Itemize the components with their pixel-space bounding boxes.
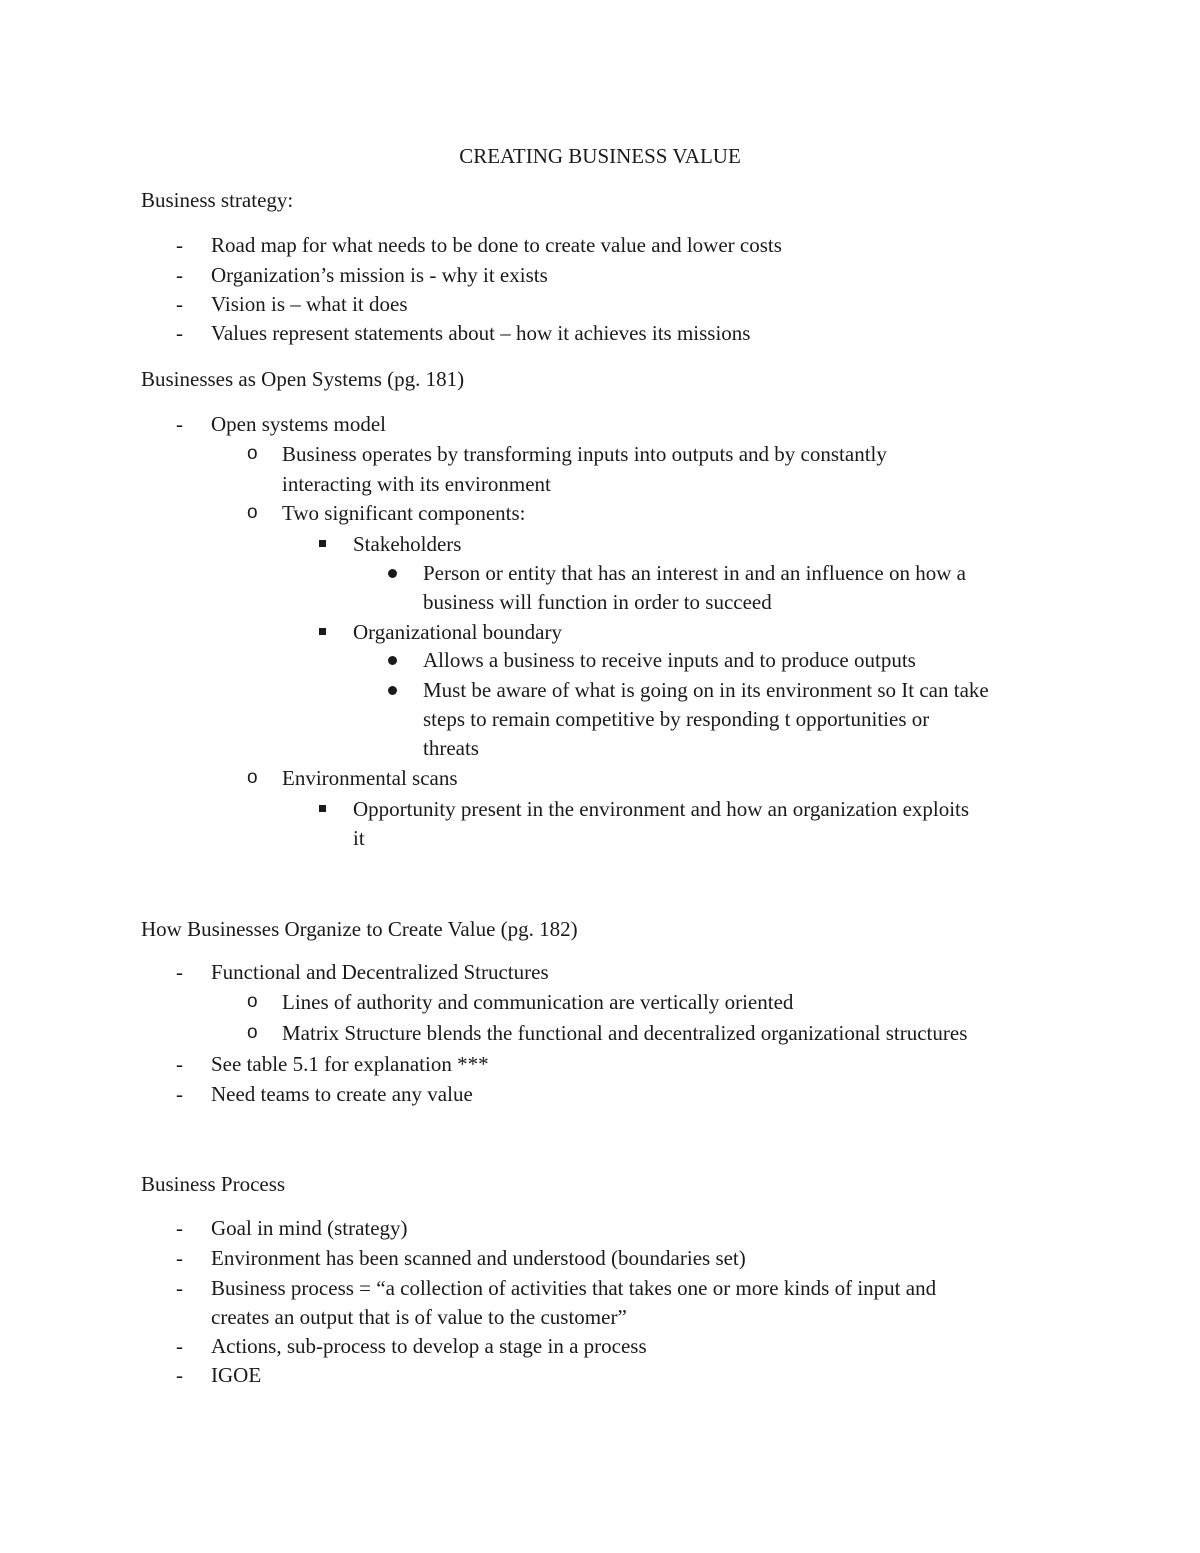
- round-bullet: [388, 656, 397, 665]
- list-item-continuation: it: [353, 826, 365, 850]
- list-item: Environmental scans: [282, 766, 458, 790]
- section-heading: Business strategy:: [141, 188, 294, 212]
- list-item: See table 5.1 for explanation ***: [211, 1052, 489, 1076]
- list-item: Two significant components:: [282, 501, 526, 525]
- list-item: Road map for what needs to be done to create value and lower costs: [211, 233, 782, 257]
- dash-bullet: -: [176, 292, 183, 316]
- list-item: Person or entity that has an interest in and an influence on how a: [423, 561, 966, 585]
- dash-bullet: -: [176, 1082, 183, 1106]
- dash-bullet: -: [176, 1363, 183, 1387]
- square-bullet: [319, 540, 326, 547]
- dash-bullet: -: [176, 1246, 183, 1270]
- list-item: Functional and Decentralized Structures: [211, 960, 549, 984]
- circle-bullet: o: [247, 443, 258, 464]
- circle-bullet: o: [247, 991, 258, 1012]
- section-heading: How Businesses Organize to Create Value (pg. 182): [141, 917, 578, 941]
- round-bullet: [388, 686, 397, 695]
- dash-bullet: -: [176, 412, 183, 436]
- list-item: Allows a business to receive inputs and to produce outputs: [423, 648, 916, 672]
- circle-bullet: o: [247, 1022, 258, 1043]
- list-item: Organizational boundary: [353, 620, 562, 644]
- list-item-continuation: business will function in order to succeed: [423, 590, 772, 614]
- list-item: Organization’s mission is - why it exists: [211, 263, 548, 287]
- circle-bullet: o: [247, 767, 258, 788]
- list-item: Lines of authority and communication are vertically oriented: [282, 990, 794, 1014]
- square-bullet: [319, 805, 326, 812]
- dash-bullet: -: [176, 233, 183, 257]
- list-item: Must be aware of what is going on in its environment so It can take: [423, 678, 989, 702]
- list-item-continuation: threats: [423, 736, 479, 760]
- square-bullet: [319, 628, 326, 635]
- section-heading: Businesses as Open Systems (pg. 181): [141, 367, 465, 391]
- dash-bullet: -: [176, 1216, 183, 1240]
- list-item: Goal in mind (strategy): [211, 1216, 408, 1240]
- dash-bullet: -: [176, 321, 183, 345]
- list-item: Stakeholders: [353, 532, 462, 556]
- list-item: Matrix Structure blends the functional and decentralized organizational structures: [282, 1021, 968, 1045]
- round-bullet: [388, 569, 397, 578]
- list-item: Environment has been scanned and understood (boundaries set): [211, 1246, 746, 1270]
- list-item-continuation: interacting with its environment: [282, 472, 551, 496]
- list-item: IGOE: [211, 1363, 262, 1387]
- dash-bullet: -: [176, 1334, 183, 1358]
- section-heading: Business Process: [141, 1172, 286, 1196]
- list-item: Business operates by transforming inputs into outputs and by constantly: [282, 442, 887, 466]
- list-item: Vision is – what it does: [211, 292, 408, 316]
- dash-bullet: -: [176, 960, 183, 984]
- list-item: Need teams to create any value: [211, 1082, 473, 1106]
- list-item: Values represent statements about – how it achieves its missions: [211, 321, 751, 345]
- list-item-continuation: creates an output that is of value to the customer”: [211, 1305, 627, 1329]
- dash-bullet: -: [176, 263, 183, 287]
- dash-bullet: -: [176, 1052, 183, 1076]
- list-item: Actions, sub-process to develop a stage in a process: [211, 1334, 647, 1358]
- list-item: Business process = “a collection of activities that takes one or more kinds of input and: [211, 1276, 937, 1300]
- list-item-continuation: steps to remain competitive by responding t opportunities or: [423, 707, 930, 731]
- circle-bullet: o: [247, 502, 258, 523]
- dash-bullet: -: [176, 1276, 183, 1300]
- list-item: Opportunity present in the environment and how an organization exploits: [353, 797, 970, 821]
- list-item: Open systems model: [211, 412, 386, 436]
- page-title: CREATING BUSINESS VALUE: [459, 144, 741, 168]
